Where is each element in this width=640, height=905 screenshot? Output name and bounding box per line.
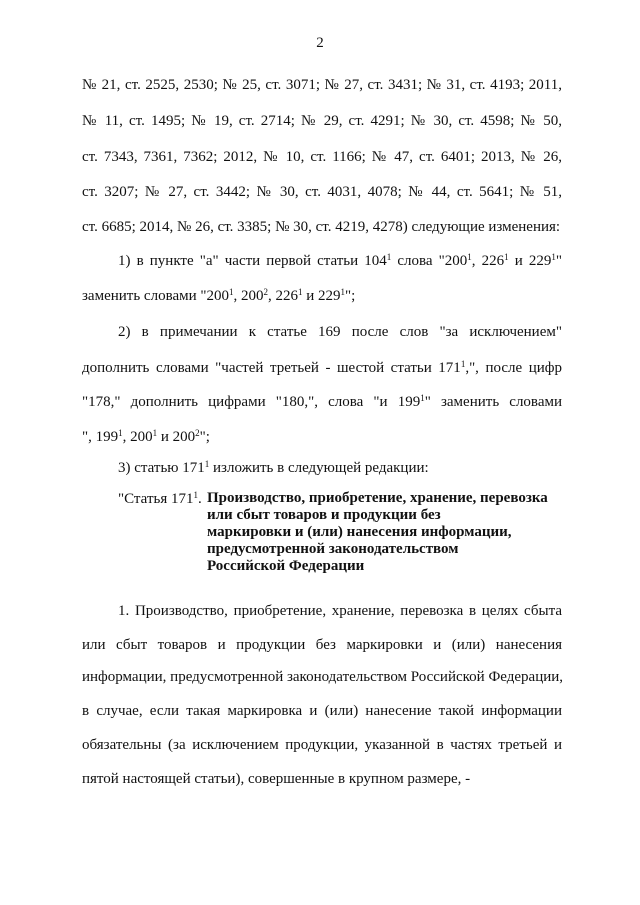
intro-line-4: ст. 3207; № 27, ст. 3442; № 30, ст. 4031, 4078; № 44, ст. 5641; № 51, xyxy=(82,184,562,200)
article-label: "Статья $171^1$. xyxy=(118,490,202,507)
article-title-line-3: маркировки и (или) нанесения информации, xyxy=(207,524,512,540)
intro-line-2: № 11, ст. 1495; № 19, ст. 2714; № 29, ст. 4291; № 30, ст. 4598; № 50, xyxy=(82,113,562,129)
paragraph1-line-1: 1. Производство, приобретение, хранение, перевозка в целях сбыта xyxy=(118,603,562,619)
item2-line-2: дополнить словами "частей третьей - шестой статьи $171^1$,", после цифр xyxy=(82,359,562,376)
intro-line-5: ст. 6685; 2014, № 26, ст. 3385; № 30, ст. 4219, 4278) следующие изменения: xyxy=(82,219,561,235)
article-title-line-5: Российской Федерации xyxy=(207,558,365,574)
article-title-line-2: или сбыт товаров и продукции без xyxy=(207,507,441,523)
item2-line-1: 2) в примечании к статье 169 после слов "за исключением" xyxy=(118,324,562,340)
item1-line-2: заменить словами "$200^1$, $200^2$, $226^1$ и $229^1$"; xyxy=(82,287,356,304)
item2-line-4: ", $199^1$, $200^1$ и $200^2$"; xyxy=(82,428,210,445)
item3-line: 3) статью $171^1$ изложить в следующей редакции: xyxy=(118,459,429,476)
page-number: 2 xyxy=(316,35,324,51)
intro-line-1: № 21, ст. 2525, 2530; № 25, ст. 3071; № 27, ст. 3431; № 31, ст. 4193; 2011, xyxy=(82,77,562,93)
paragraph1-line-4: в случае, если такая маркировка и (или) нанесение такой информации xyxy=(82,703,562,719)
item2-line-3: "178," дополнить цифрами "180,", слова "и $199^1$" заменить словами xyxy=(82,393,562,410)
article-title-line-1: Производство, приобретение, хранение, перевозка xyxy=(207,490,548,506)
paragraph1-line-2: или сбыт товаров и продукции без маркировки и (или) нанесения xyxy=(82,637,562,653)
paragraph1-line-5: обязательны (за исключением продукции, указанной в частях третьей и xyxy=(82,737,562,753)
paragraph1-line-6: пятой настоящей статьи), совершенные в крупном размере, - xyxy=(82,771,471,787)
item1-line-1: 1) в пункте "а" части первой статьи $104^1$ слова "$200^1$, $226^1$ и $229^1$" xyxy=(118,252,563,269)
paragraph1-line-3: информации, предусмотренной законодательством Российской Федерации, xyxy=(82,669,564,685)
article-title xyxy=(207,490,567,575)
article-title-line-4: предусмотренной законодательством xyxy=(207,541,459,557)
intro-line-3: ст. 7343, 7361, 7362; 2012, № 10, ст. 1166; № 47, ст. 6401; 2013, № 26, xyxy=(82,149,562,165)
